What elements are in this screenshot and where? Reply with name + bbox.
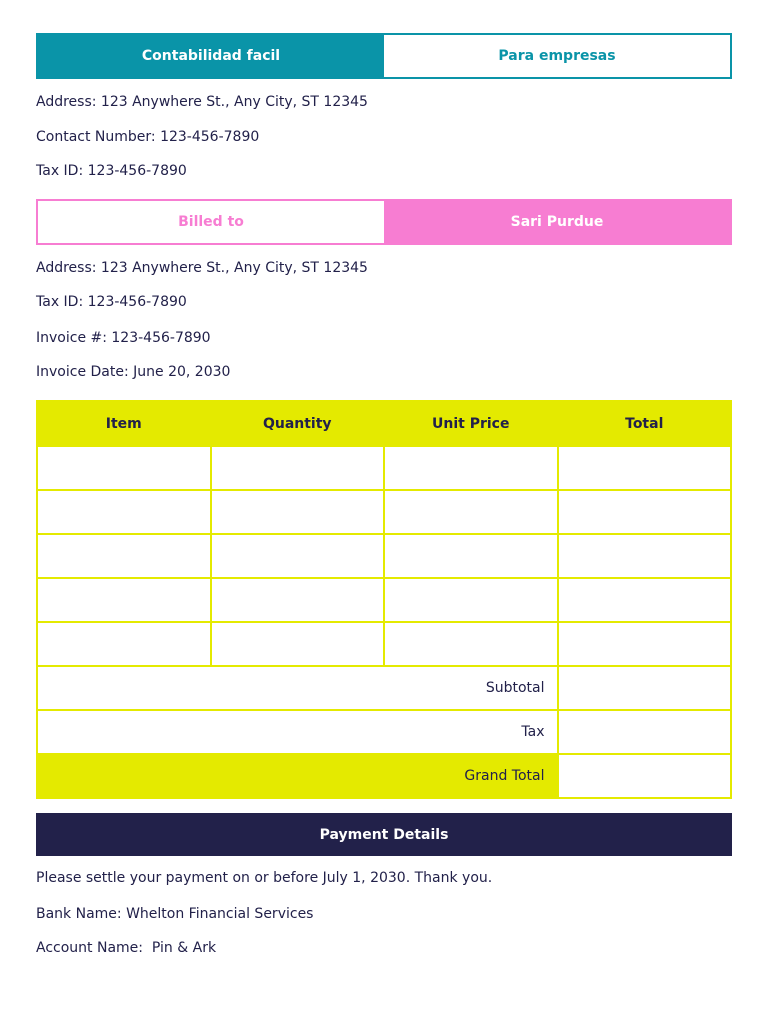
total-cell (558, 446, 732, 490)
invoice-table (36, 400, 732, 799)
invoice-number: Invoice #: 123-456-7890 (36, 330, 211, 346)
unit-price-cell (384, 622, 558, 666)
subtotal-row (37, 666, 731, 710)
company-contact: Contact Number: 123-456-7890 (36, 129, 260, 145)
column-header-total: Total (558, 401, 732, 446)
invoice-date: Invoice Date: June 20, 2030 (36, 364, 231, 380)
unit-price-cell (384, 446, 558, 490)
table-header-row (37, 401, 731, 446)
payment-details-header: Payment Details (36, 813, 732, 856)
item-cell (37, 578, 211, 622)
total-cell (558, 622, 732, 666)
subtotal-label: Subtotal (37, 666, 558, 710)
quantity-cell (211, 622, 385, 666)
column-header-item: Item (37, 401, 211, 446)
grand-total-value (558, 754, 732, 798)
client-address: Address: 123 Anywhere St., Any City, ST 12345 (36, 260, 368, 276)
unit-price-cell (384, 534, 558, 578)
total-cell (558, 490, 732, 534)
company-tagline: Para empresas (384, 35, 730, 77)
unit-price-cell (384, 490, 558, 534)
table-row (37, 534, 731, 578)
company-address: Address: 123 Anywhere St., Any City, ST 12345 (36, 94, 368, 110)
tax-value (558, 710, 732, 754)
column-header-unit-price: Unit Price (384, 401, 558, 446)
subtotal-value (558, 666, 732, 710)
client-tax-id: Tax ID: 123-456-7890 (36, 294, 187, 310)
payment-note: Please settle your payment on or before July 1, 2030. Thank you. (36, 870, 493, 886)
tax-row (37, 710, 731, 754)
company-name: Contabilidad facil (38, 35, 384, 77)
unit-price-cell (384, 578, 558, 622)
column-header-quantity: Quantity (211, 401, 385, 446)
grand-total-label: Grand Total (37, 754, 558, 798)
quantity-cell (211, 446, 385, 490)
billed-to-label: Billed to (38, 201, 384, 243)
table-row (37, 622, 731, 666)
company-header-band (36, 33, 732, 79)
account-name: Account Name: Pin & Ark (36, 940, 217, 956)
table-row (37, 446, 731, 490)
tax-label: Tax (37, 710, 558, 754)
table-row (37, 578, 731, 622)
table-row (37, 490, 731, 534)
client-name: Sari Purdue (384, 201, 730, 243)
quantity-cell (211, 534, 385, 578)
item-cell (37, 446, 211, 490)
quantity-cell (211, 578, 385, 622)
total-cell (558, 534, 732, 578)
quantity-cell (211, 490, 385, 534)
total-cell (558, 578, 732, 622)
billed-to-band (36, 199, 732, 245)
company-tax-id: Tax ID: 123-456-7890 (36, 163, 187, 179)
item-cell (37, 490, 211, 534)
item-cell (37, 622, 211, 666)
bank-name: Bank Name: Whelton Financial Services (36, 906, 314, 922)
item-cell (37, 534, 211, 578)
grand-total-row (37, 754, 731, 798)
